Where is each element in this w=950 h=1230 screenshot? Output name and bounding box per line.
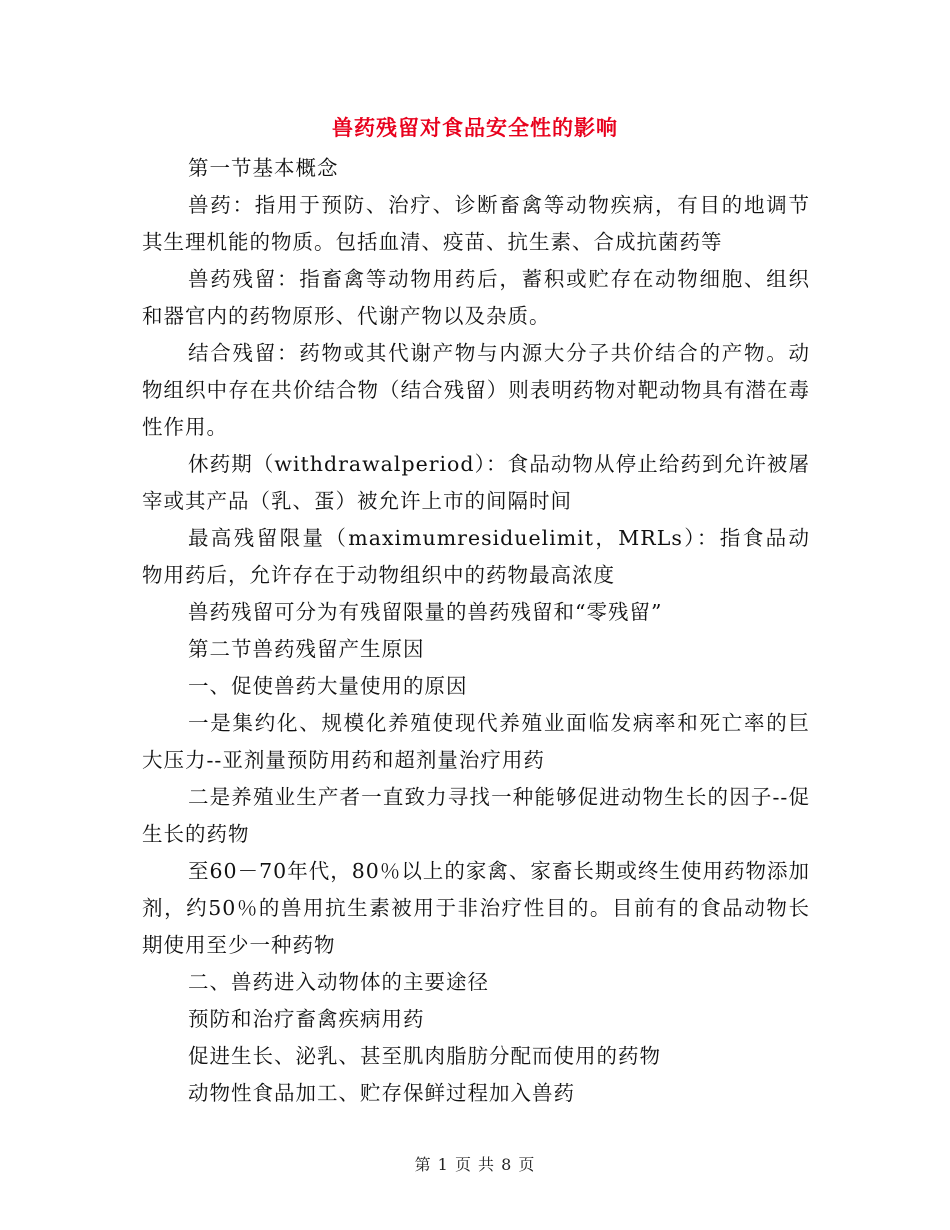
paragraph: 第一节基本概念 — [188, 156, 339, 180]
paragraph: 最高残留限量（maximumresiduelimit，MRLs）：指食品动物用药后，允许存在于动物组织中的药物最高浓度 — [142, 526, 810, 587]
paragraph: 结合残留：药物或其代谢产物与内源大分子共价结合的产物。动物组织中存在共价结合物（结合残留）则表明药物对靶动物具有潜在毒性作用。 — [142, 341, 810, 439]
paragraph: 兽药：指用于预防、治疗、诊断畜禽等动物疾病，有目的地调节其生理机能的物质。包括血清、疫苗、抗生素、合成抗菌药等 — [142, 193, 810, 254]
paragraph: 动物性食品加工、贮存保鲜过程加入兽药 — [188, 1081, 575, 1105]
paragraph: 二是养殖业生产者一直致力寻找一种能够促进动物生长的因子--促生长的药物 — [142, 785, 810, 846]
paragraph: 一、促使兽药大量使用的原因 — [188, 674, 468, 698]
paragraph: 第二节兽药残留产生原因 — [188, 637, 425, 661]
paragraph: 休药期（withdrawalperiod）：食品动物从停止给药到允许被屠宰或其产品（乳、蛋）被允许上市的间隔时间 — [142, 452, 810, 513]
paragraph: 促进生长、泌乳、甚至肌肉脂肪分配而使用的药物 — [188, 1044, 661, 1068]
paragraph: 一是集约化、规模化养殖使现代养殖业面临发病率和死亡率的巨大压力--亚剂量预防用药和超剂量治疗用药 — [142, 711, 810, 772]
paragraph: 至60－70年代，80％以上的家禽、家畜长期或终生使用药物添加剂，约50％的兽用抗生素被用于非治疗性目的。目前有的食品动物长期使用至少一种药物 — [142, 859, 810, 957]
document-title: 兽药残留对食品安全性的影响 — [332, 115, 618, 140]
page-number-footer: 第 1 页 共 8 页 — [414, 1155, 536, 1174]
paragraph: 二、兽药进入动物体的主要途径 — [188, 970, 489, 994]
document-body — [142, 150, 810, 1112]
paragraph: 兽药残留：指畜禽等动物用药后，蓄积或贮存在动物细胞、组织和器官内的药物原形、代谢产物以及杂质。 — [142, 267, 810, 328]
paragraph: 预防和治疗畜禽疾病用药 — [188, 1007, 425, 1031]
paragraph: 兽药残留可分为有残留限量的兽药残留和“零残留” — [188, 600, 663, 624]
